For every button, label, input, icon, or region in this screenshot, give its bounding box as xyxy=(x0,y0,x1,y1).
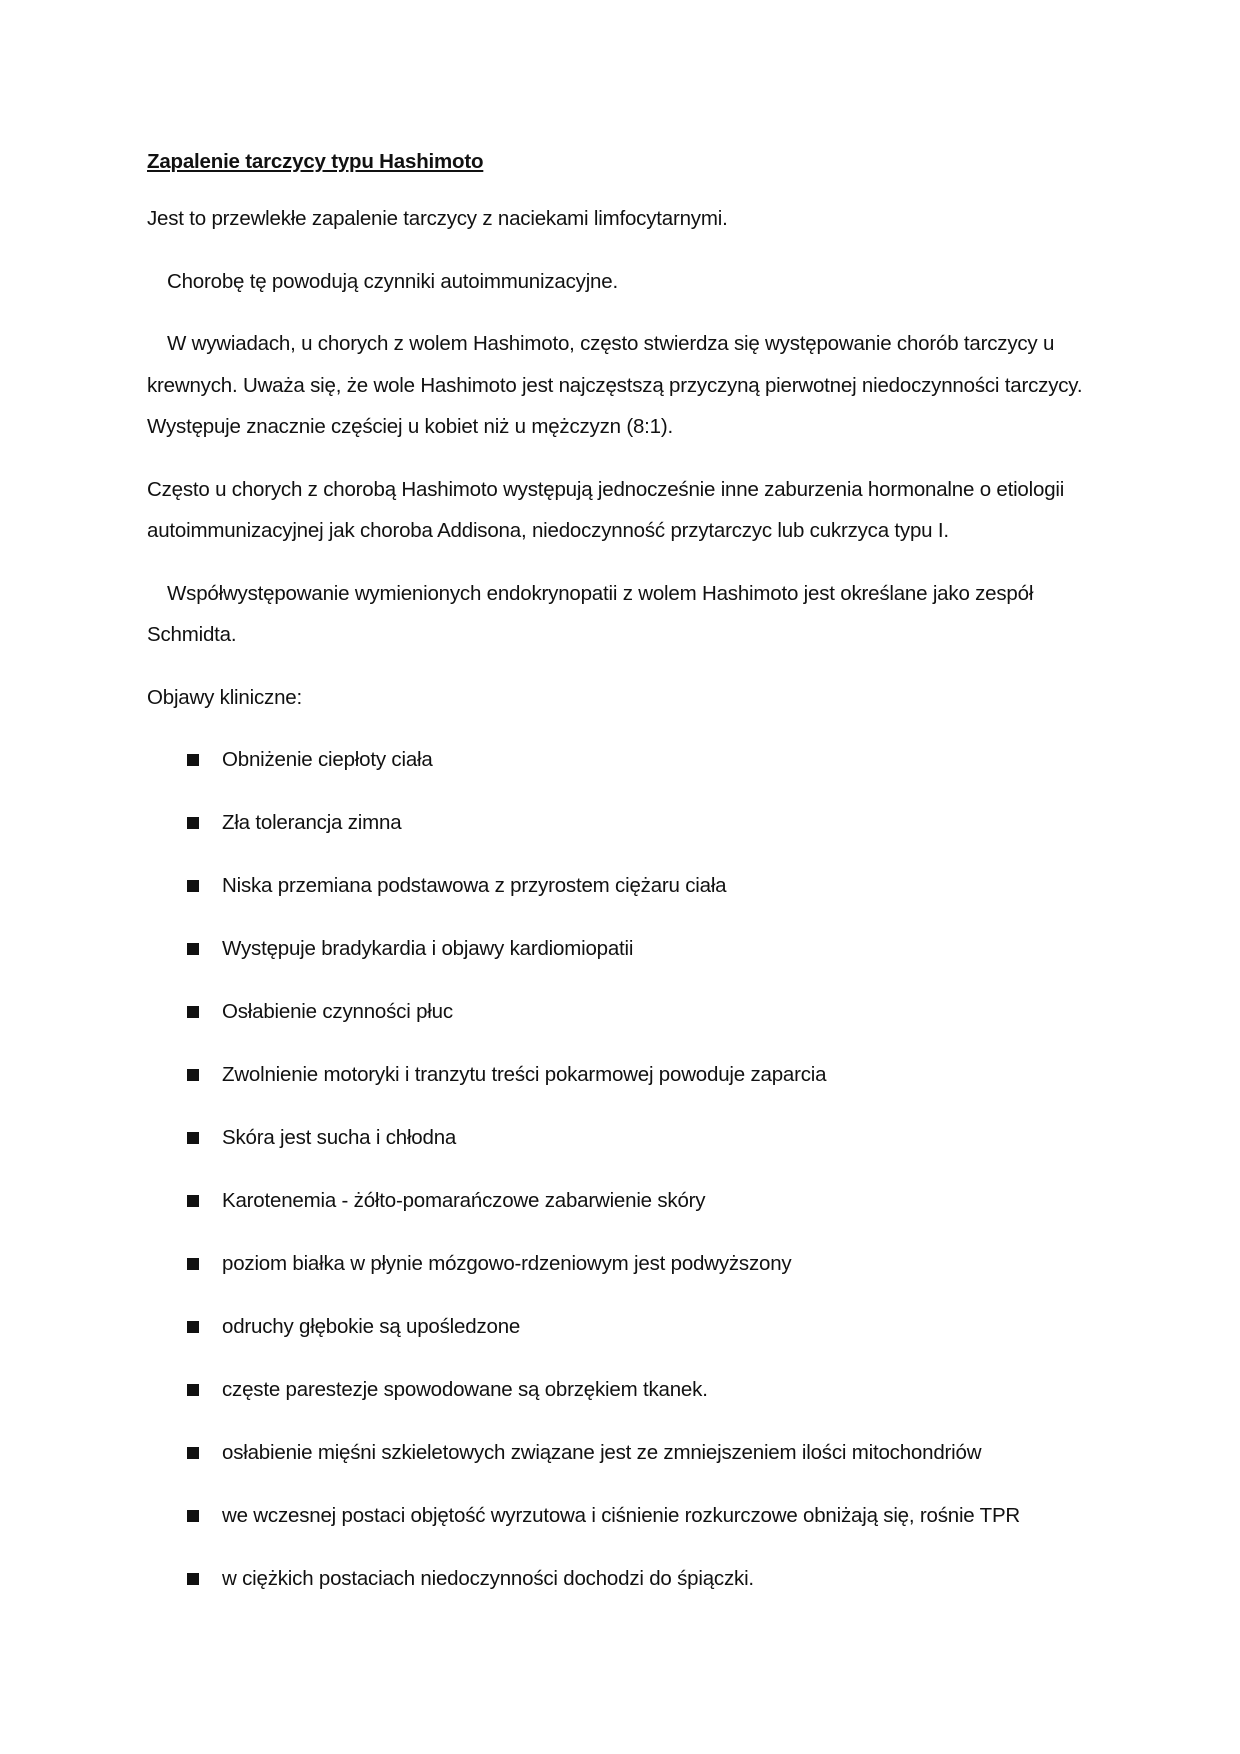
list-item-text: Zwolnienie motoryki i tranzytu treści pokarmowej powoduje zaparcia xyxy=(222,1063,827,1086)
list-item xyxy=(147,1243,1097,1285)
list-item-text: Zła tolerancja zimna xyxy=(222,811,402,834)
list-item xyxy=(147,991,1097,1033)
square-bullet-icon xyxy=(187,1069,199,1081)
document-content xyxy=(147,146,1097,1621)
square-bullet-icon xyxy=(187,817,199,829)
list-item xyxy=(147,739,1097,781)
list-item xyxy=(147,1432,1097,1474)
list-item-text: Karotenemia - żółto-pomarańczowe zabarwienie skóry xyxy=(222,1189,706,1212)
list-item-text: we wczesnej postaci objętość wyrzutowa i ciśnienie rozkurczowe obniżają się, rośnie TPR xyxy=(222,1504,1021,1527)
square-bullet-icon xyxy=(187,754,199,766)
list-item xyxy=(147,865,1097,907)
list-item xyxy=(147,1180,1097,1222)
square-bullet-icon xyxy=(187,880,199,892)
list-item xyxy=(147,802,1097,844)
paragraph-schmidt-syndrome: Współwystępowanie wymienionych endokrynopatii z wolem Hashimoto jest określane jako zespół Schmidta. xyxy=(147,581,1034,646)
list-item-text: częste parestezje spowodowane są obrzękiem tkanek. xyxy=(222,1378,708,1401)
square-bullet-icon xyxy=(187,1384,199,1396)
list-item-text: Obniżenie ciepłoty ciała xyxy=(222,748,433,771)
square-bullet-icon xyxy=(187,1447,199,1459)
list-item-text: Niska przemiana podstawowa z przyrostem ciężaru ciała xyxy=(222,874,727,897)
list-item-text: osłabienie mięśni szkieletowych związane jest ze zmniejszeniem ilości mitochondriów xyxy=(222,1441,982,1464)
list-item xyxy=(147,1558,1097,1600)
list-item xyxy=(147,1054,1097,1096)
square-bullet-icon xyxy=(187,1132,199,1144)
list-item xyxy=(147,928,1097,970)
list-item-text: w ciężkich postaciach niedoczynności dochodzi do śpiączki. xyxy=(222,1567,754,1590)
square-bullet-icon xyxy=(187,1321,199,1333)
list-item-text: odruchy głębokie są upośledzone xyxy=(222,1315,521,1338)
list-item xyxy=(147,1369,1097,1411)
paragraph-definition: Jest to przewlekłe zapalenie tarczycy z naciekami limfocytarnymi. xyxy=(147,207,728,230)
list-item xyxy=(147,1495,1097,1537)
paragraph-coexisting-disorders: Często u chorych z chorobą Hashimoto występują jednocześnie inne zaburzenia hormonalne o etiologii autoimmunizacyjnej jak choroba Addisona, niedoczynność przytarczyc lub cukrzyca typu I. xyxy=(147,477,1065,542)
clinical-symptoms-list xyxy=(147,739,1097,1600)
list-item-text: Skóra jest sucha i chłodna xyxy=(222,1126,457,1149)
square-bullet-icon xyxy=(187,1573,199,1585)
document-title: Zapalenie tarczycy typu Hashimoto xyxy=(147,150,484,173)
square-bullet-icon xyxy=(187,943,199,955)
list-item xyxy=(147,1117,1097,1159)
square-bullet-icon xyxy=(187,1006,199,1018)
paragraph-history: W wywiadach, u chorych z wolem Hashimoto, często stwierdza się występowanie chorób tarczycy u krewnych. Uważa się, że wole Hashimoto jest najczęstszą przyczyną pierwotnej niedoczynności tarczycy. Występuje znacznie częściej u kobiet niż u mężczyzn (8:1). xyxy=(147,332,1083,438)
square-bullet-icon xyxy=(187,1258,199,1270)
list-item-text: poziom białka w płynie mózgowo-rdzeniowym jest podwyższony xyxy=(222,1252,792,1275)
list-item-text: Osłabienie czynności płuc xyxy=(222,1000,453,1023)
list-item-text: Występuje bradykardia i objawy kardiomiopatii xyxy=(222,937,634,960)
list-item xyxy=(147,1306,1097,1348)
paragraph-cause: Chorobę tę powodują czynniki autoimmunizacyjne. xyxy=(167,269,618,293)
square-bullet-icon xyxy=(187,1510,199,1522)
square-bullet-icon xyxy=(187,1195,199,1207)
list-heading: Objawy kliniczne: xyxy=(147,685,302,709)
